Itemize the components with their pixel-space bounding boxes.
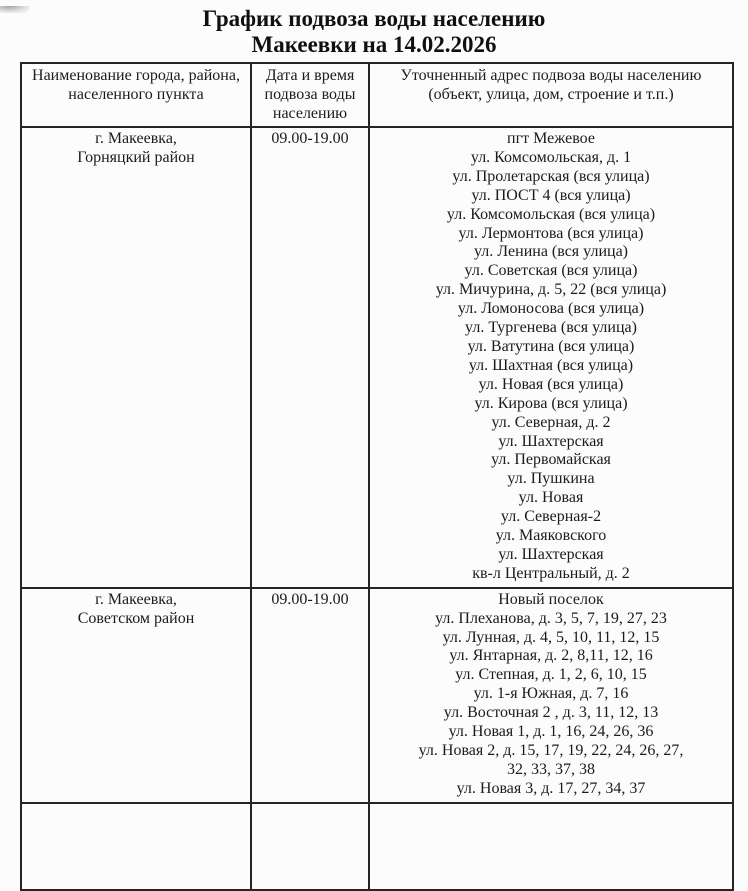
location-cell bbox=[21, 803, 251, 890]
address-line: ул. Ленина (вся улица) bbox=[474, 243, 628, 261]
header-line: подвоза воды bbox=[264, 86, 356, 103]
addresses-cell bbox=[369, 803, 733, 890]
address-line: ул. Степная, д. 1, 2, 6, 10, 15 bbox=[455, 666, 647, 684]
table-header-row bbox=[21, 63, 733, 127]
header-line: Дата и время bbox=[265, 67, 355, 84]
address-line: ул. Мичурина, д. 5, 22 (вся улица) bbox=[435, 281, 667, 299]
address-line: ул. Новая 2, д. 15, 17, 19, 22, 24, 26, 27, bbox=[418, 742, 684, 759]
address-line: ул. Северная-2 bbox=[500, 508, 602, 526]
water-delivery-schedule-table bbox=[20, 62, 734, 891]
address-line: пгт Межевое bbox=[507, 130, 595, 147]
table-row bbox=[21, 127, 733, 588]
table-row bbox=[21, 588, 733, 803]
header-line: населению bbox=[272, 105, 348, 122]
address-line: ул. Маяковского bbox=[495, 527, 607, 545]
address-line: ул. Новая 3, д. 17, 27, 34, 37 bbox=[456, 779, 646, 797]
address-line: Новый поселок bbox=[498, 590, 604, 608]
table-body bbox=[21, 127, 733, 803]
address-line: ул. Комсомольская (вся улица) bbox=[446, 205, 656, 223]
header-line: Наименование города, района, bbox=[32, 67, 240, 84]
address-line: ул. Янтарная, д. 2, 8,11, 12, 16 bbox=[449, 647, 653, 665]
page-title bbox=[0, 6, 748, 58]
address-line: ул. Ломоносова (вся улица) bbox=[457, 300, 645, 318]
address-line: ул. Советская (вся улица) bbox=[464, 262, 638, 280]
header-line: (объект, улица, дом, строение и т.п.) bbox=[428, 86, 674, 103]
address-line: ул. Первомайская bbox=[491, 451, 611, 469]
address-line: ул. 1-я Южная, д. 7, 16 bbox=[473, 685, 629, 703]
time-cell bbox=[251, 803, 369, 890]
address-line: ул. Шахтерская bbox=[498, 432, 604, 450]
address-line: ул. Тургенева (вся улица) bbox=[465, 319, 637, 337]
address-line: ул. Ватутина (вся улица) bbox=[467, 337, 635, 355]
location-line: Горняцкий район bbox=[77, 148, 195, 166]
header-location bbox=[21, 63, 251, 127]
address-line: ул. Восточная 2 , д. 3, 11, 12, 13 bbox=[443, 704, 659, 722]
address-line: ул. Плеханова, д. 3, 5, 7, 19, 27, 23 bbox=[435, 609, 667, 627]
header-line: Уточненный адрес подвоза воды населению bbox=[400, 67, 702, 84]
addresses-cell bbox=[369, 127, 733, 588]
address-line: ул. Шахтерская bbox=[498, 545, 604, 563]
address-line: ул. Новая (вся улица) bbox=[478, 375, 624, 393]
location-line: г. Макеевка, bbox=[95, 130, 177, 147]
title-line-1: График подвоза воды населению bbox=[202, 6, 546, 31]
address-line: кв-л Центральный, д. 2 bbox=[472, 564, 630, 582]
document-page bbox=[0, 6, 748, 891]
location-cell bbox=[21, 127, 251, 588]
address-line: ул. Лунная, д. 4, 5, 10, 11, 12, 15 bbox=[442, 628, 660, 646]
address-line: ул. Шахтная (вся улица) bbox=[468, 356, 634, 374]
time-cell: 09.00-19.00 bbox=[251, 588, 369, 803]
scan-artifact bbox=[0, 6, 30, 13]
location-line: Советском район bbox=[77, 609, 195, 627]
title-line-2: Макеевки на 14.02.2026 bbox=[251, 32, 497, 57]
address-line: ул. Пролетарская (вся улица) bbox=[452, 167, 650, 185]
address-line: ул. Комсомольская, д. 1 bbox=[470, 148, 632, 166]
address-line: ул. Кирова (вся улица) bbox=[474, 394, 628, 412]
address-line: 32, 33, 37, 38 bbox=[507, 760, 595, 778]
address-line: ул. ПОСТ 4 (вся улица) bbox=[471, 186, 631, 204]
addresses-cell bbox=[369, 588, 733, 803]
location-cell bbox=[21, 588, 251, 803]
address-line: ул. Новая 1, д. 1, 16, 24, 26, 36 bbox=[448, 723, 654, 741]
table-row-partial bbox=[21, 803, 733, 890]
header-line: населенного пункта bbox=[68, 86, 204, 103]
location-line: г. Макеевка, bbox=[95, 590, 177, 608]
header-datetime bbox=[251, 63, 369, 127]
address-line: ул. Пушкина bbox=[507, 470, 595, 488]
address-line: ул. Новая bbox=[518, 489, 584, 507]
time-cell: 09.00-19.00 bbox=[251, 127, 369, 588]
header-address bbox=[369, 63, 733, 127]
address-line: ул. Лермонтова (вся улица) bbox=[458, 224, 644, 242]
address-line: ул. Северная, д. 2 bbox=[491, 413, 611, 431]
